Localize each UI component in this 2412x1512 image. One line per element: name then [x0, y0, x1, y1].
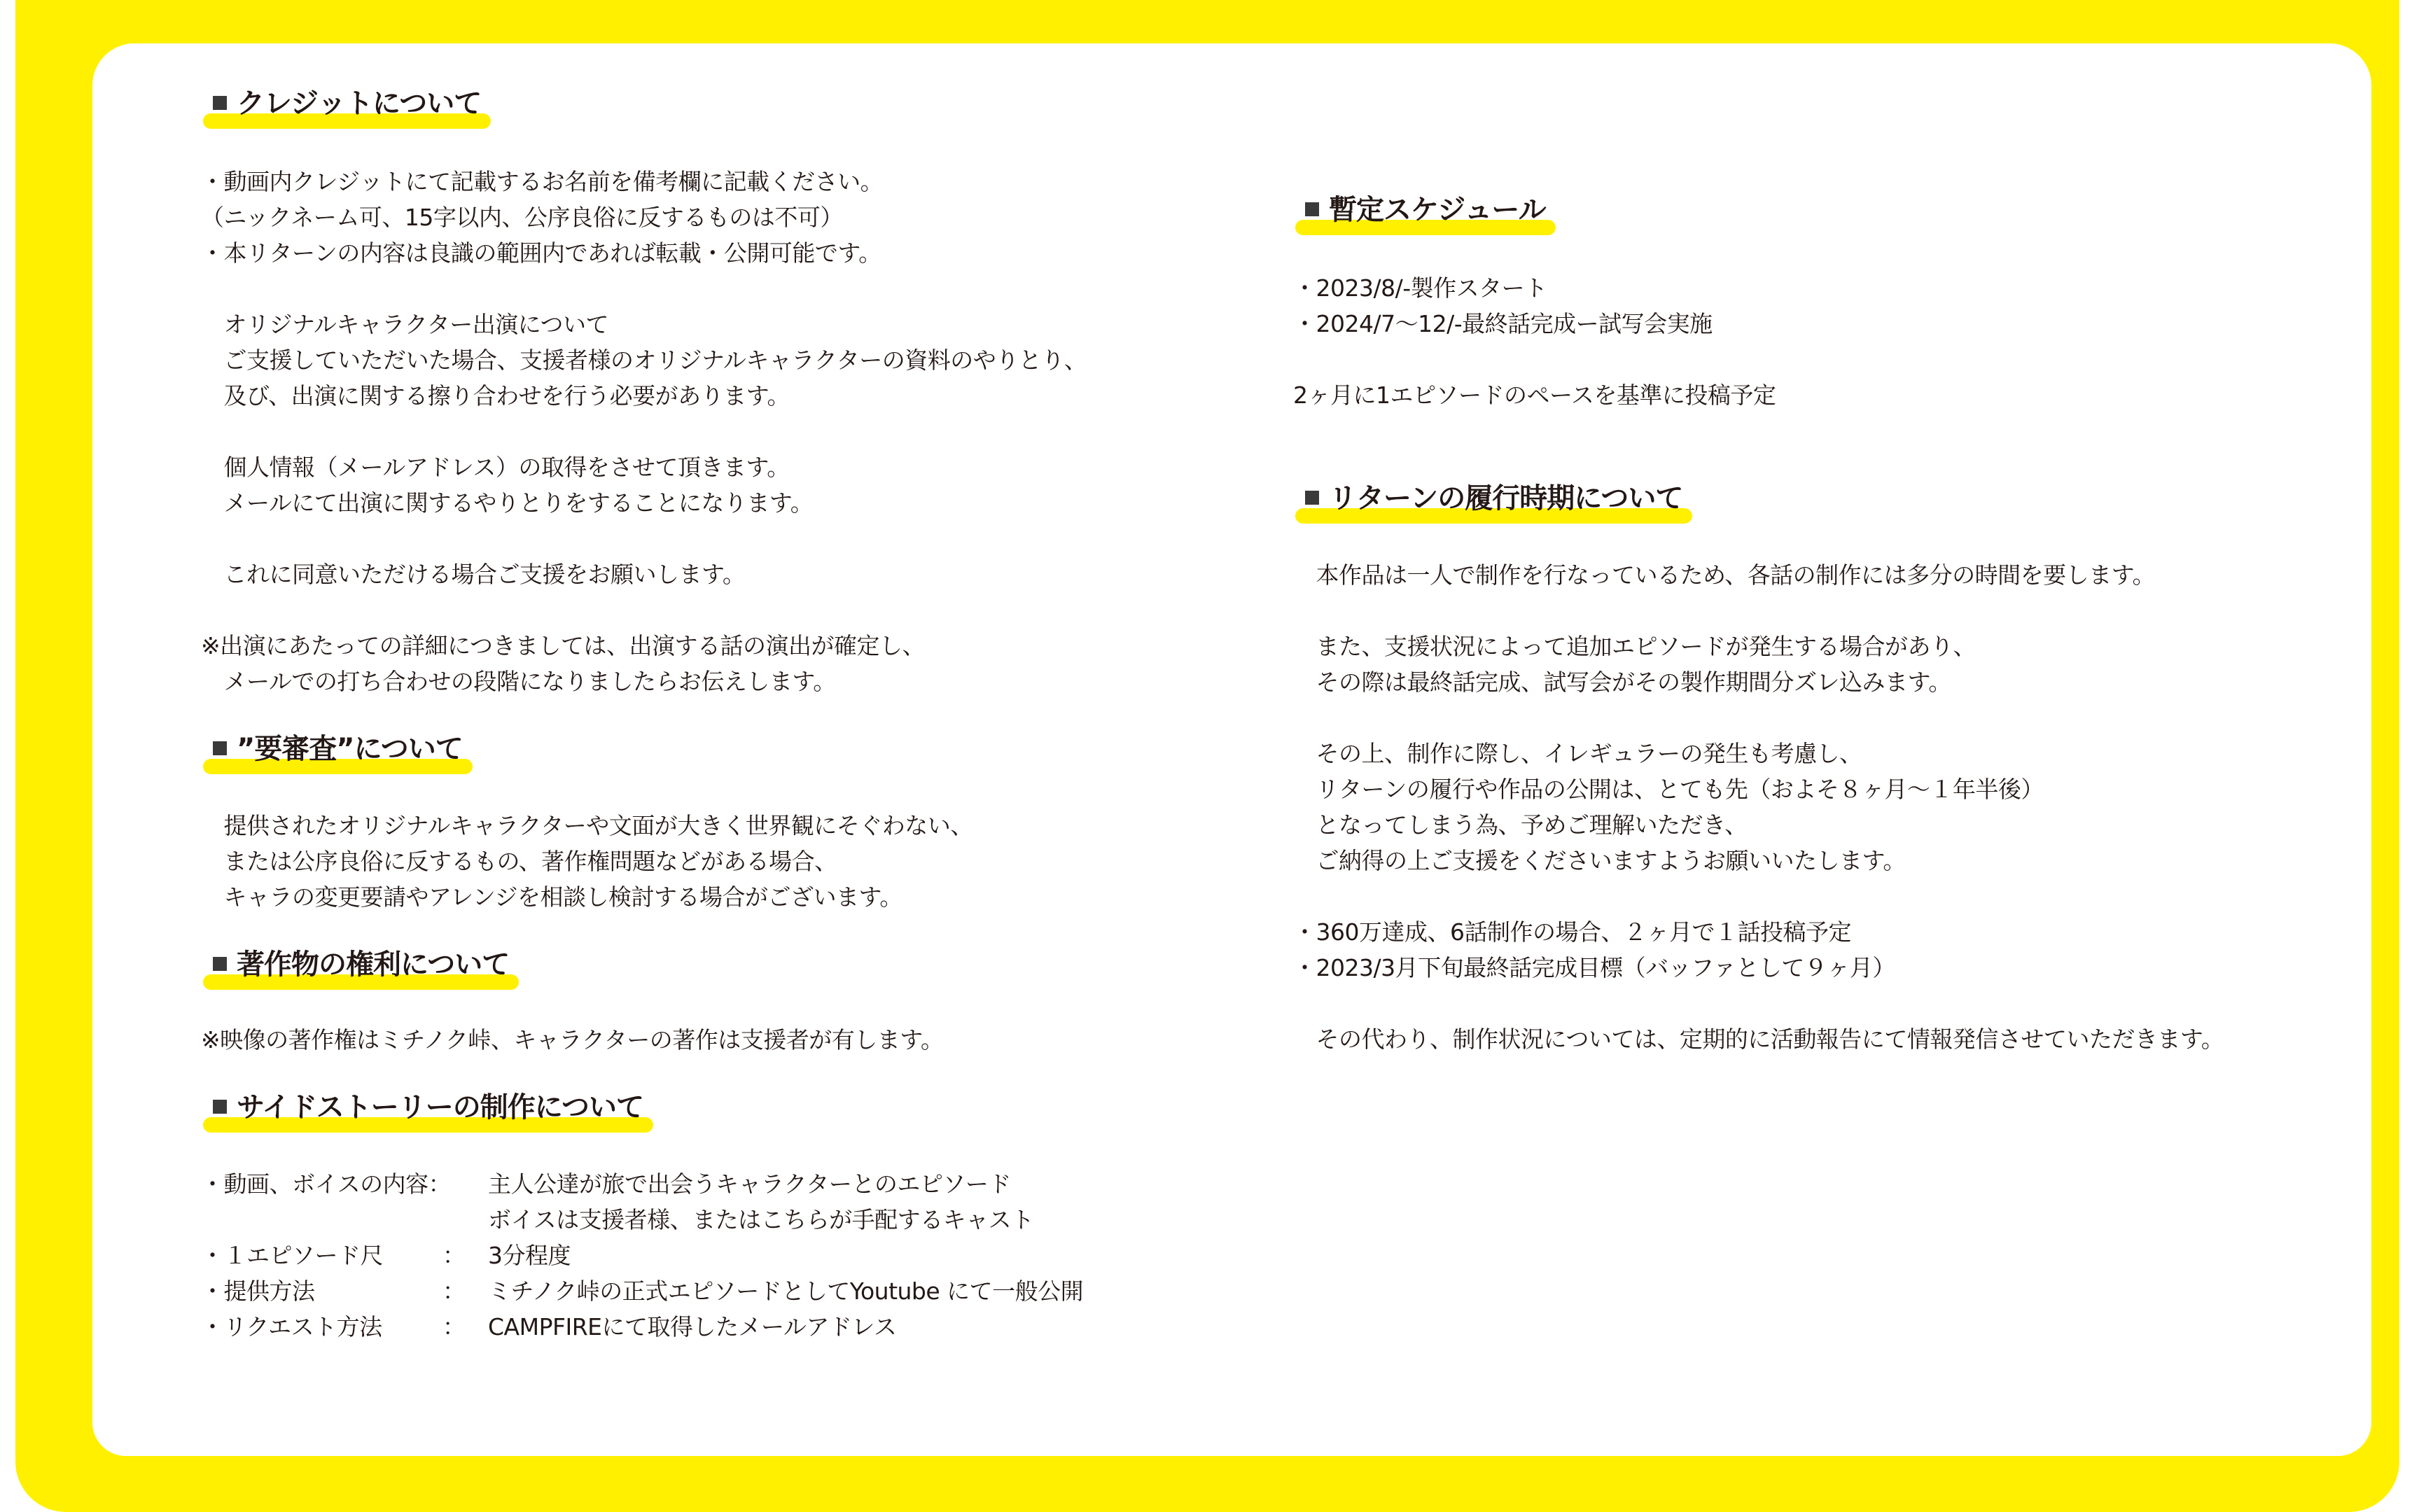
- text-line: その上、制作に際し、イレギュラーの発生も考慮し、: [1293, 740, 1862, 767]
- credit-heading: [204, 84, 491, 123]
- detail-separator: ：: [442, 1313, 466, 1340]
- side-story-heading: [204, 1088, 653, 1127]
- detail-label: ・提供方法: [201, 1278, 315, 1305]
- text-line: また、支援状況によって追加エピソードが発生する場合があり、: [1293, 633, 1976, 660]
- text-line: ご支援していただいた場合、支援者様のオリジナルキャラクターの資料のやりとり、: [201, 346, 1087, 374]
- text-line: となってしまう為、予めご理解いただき、: [1293, 811, 1748, 839]
- detail-value: ボイスは支援者様、またはこちらが手配するキャスト: [488, 1206, 1034, 1233]
- detail-label: [201, 1202, 442, 1238]
- section-rights: [204, 945, 519, 984]
- detail-row: [201, 1273, 1202, 1309]
- square-bullet-icon: [213, 96, 227, 110]
- text-line: 提供されたオリジナルキャラクターや文面が大きく世界観にそぐわない、: [201, 812, 973, 839]
- detail-label: ・１エピソード尺: [201, 1242, 383, 1269]
- text-line: [201, 414, 1087, 449]
- detail-separator: ：: [442, 1278, 466, 1305]
- text-line: [1293, 700, 2224, 736]
- text-line: ※映像の著作権はミチノク峠、キャラクターの著作は支援者が有します。: [201, 1026, 944, 1054]
- review-heading-text: ”要審査”について: [237, 733, 463, 765]
- detail-row: [201, 1202, 1202, 1238]
- text-line: ご納得の上ご支援をくださいますようお願いいたします。: [1293, 847, 1906, 874]
- review-heading: [204, 729, 473, 769]
- review-body: [201, 808, 973, 915]
- section-review: [204, 729, 473, 769]
- detail-label: ・動画、ボイスの内容：: [201, 1170, 452, 1198]
- content-card: [92, 43, 2371, 1456]
- rights-heading: [204, 945, 519, 984]
- text-line: 2ヶ月に1エピソードのペースを基準に投稿予定: [1293, 382, 1776, 409]
- section-schedule: [1297, 190, 1556, 230]
- credit-heading-text: クレジットについて: [237, 88, 482, 120]
- fulfillment-heading-text: リターンの履行時期について: [1329, 482, 1683, 514]
- text-line: [1293, 342, 1776, 377]
- text-line: オリジナルキャラクター出演について: [201, 311, 609, 338]
- yellow-frame: [15, 0, 2399, 1512]
- detail-separator: [442, 1166, 488, 1202]
- section-credit: [204, 84, 491, 123]
- text-line: （ニックネーム可、15字以内、公序良俗に反するものは不可）: [201, 204, 843, 231]
- detail-value: 3分程度: [488, 1242, 571, 1269]
- text-line: [1293, 878, 2224, 914]
- text-line: [1293, 593, 2224, 629]
- text-line: その際は最終話完成、試写会がその製作期間分ズレ込みます。: [1293, 668, 1951, 696]
- text-line: ・360万達成、6話制作の場合、２ヶ月で１話投稿予定: [1293, 918, 1851, 946]
- text-line: ※出演にあたっての詳細につきましては、出演する話の演出が確定し、: [201, 632, 925, 659]
- text-line: ・2023/8/-製作スタート: [1293, 274, 1547, 302]
- square-bullet-icon: [213, 741, 227, 755]
- detail-separator: [442, 1202, 488, 1238]
- schedule-heading: [1297, 190, 1556, 230]
- square-bullet-icon: [1305, 202, 1319, 216]
- text-line: 及び、出演に関する擦り合わせを行う必要があります。: [201, 382, 790, 410]
- rights-body: [201, 1022, 944, 1058]
- side-story-heading-text: サイドストーリーの制作について: [237, 1091, 643, 1124]
- fulfillment-heading: [1297, 479, 1692, 518]
- square-bullet-icon: [1305, 491, 1319, 505]
- text-line: 本作品は一人で制作を行なっているため、各話の制作には多分の時間を要します。: [1293, 561, 2156, 589]
- text-line: [1293, 986, 2224, 1021]
- text-line: [201, 521, 1087, 556]
- fulfillment-body: [1293, 557, 2224, 1057]
- detail-row: [201, 1309, 1202, 1345]
- text-line: ・本リターンの内容は良識の範囲内であれば転載・公開可能です。: [201, 239, 881, 267]
- text-line: ・2023/3月下旬最終話完成目標（バッファとして９ヶ月）: [1293, 954, 1895, 981]
- detail-row: [201, 1238, 1202, 1273]
- section-side-story: [204, 1088, 653, 1127]
- schedule-body: [1293, 270, 1776, 413]
- text-line: メールでの打ち合わせの段階になりましたらお伝えします。: [201, 668, 836, 695]
- square-bullet-icon: [213, 1100, 227, 1114]
- detail-label: ・リクエスト方法: [201, 1313, 382, 1340]
- detail-value: 主人公達が旅で出会うキャラクターとのエピソード: [488, 1170, 1011, 1198]
- text-line: または公序良俗に反するもの、著作権問題などがある場合、: [201, 848, 837, 875]
- side-story-details: [201, 1166, 1202, 1345]
- text-line: [201, 592, 1087, 628]
- text-line: ・2024/7〜12/-最終話完成ー試写会実施: [1293, 310, 1713, 337]
- text-line: 個人情報（メールアドレス）の取得をさせて頂きます。: [201, 454, 790, 481]
- credit-body: [201, 164, 1087, 699]
- detail-value: CAMPFIREにて取得したメールアドレス: [488, 1313, 897, 1340]
- detail-separator: ：: [442, 1242, 466, 1269]
- text-line: リターンの履行や作品の公開は、とても先（およそ８ヶ月〜１年半後）: [1293, 776, 2044, 803]
- text-line: その代わり、制作状況については、定期的に活動報告にて情報発信させていただきます。: [1293, 1026, 2224, 1053]
- text-line: ・動画内クレジットにて記載するお名前を備考欄に記載ください。: [201, 168, 884, 195]
- text-line: これに同意いただける場合ご支援をお願いします。: [201, 561, 746, 588]
- text-line: キャラの変更要請やアレンジを相談し検討する場合がございます。: [201, 883, 902, 911]
- square-bullet-icon: [213, 957, 227, 971]
- text-line: メールにて出演に関するやりとりをすることになります。: [201, 489, 814, 517]
- detail-row: [201, 1166, 1202, 1202]
- rights-heading-text: 著作物の権利について: [237, 948, 510, 981]
- detail-value: ミチノク峠の正式エピソードとしてYoutube にて一般公開: [488, 1278, 1084, 1305]
- text-line: [201, 271, 1087, 307]
- section-fulfillment: [1297, 479, 1692, 518]
- schedule-heading-text: 暫定スケジュール: [1329, 194, 1546, 226]
